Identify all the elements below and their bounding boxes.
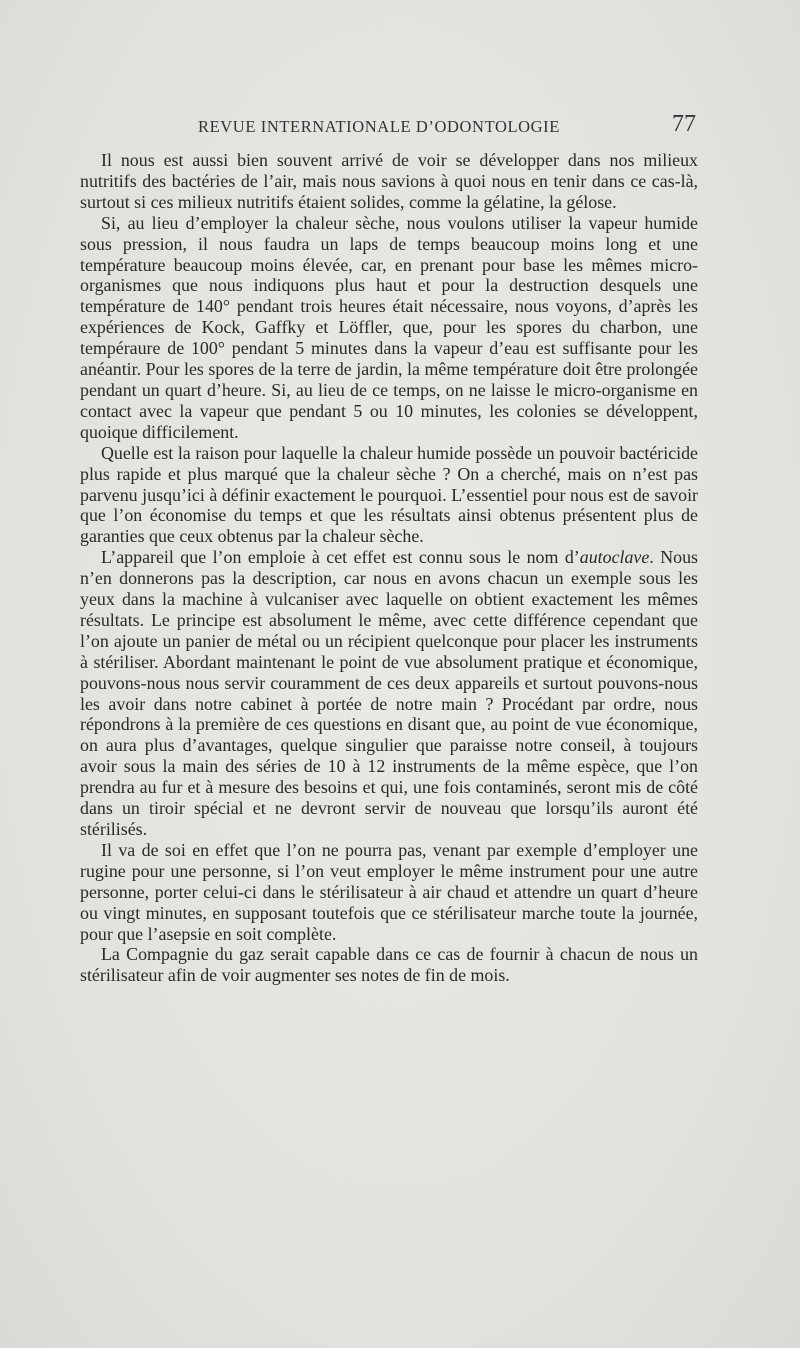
paragraph-4 (80, 547, 698, 840)
paragraph-2: Si, au lieu d’employer la chaleur sèche, nous voulons utiliser la vapeur humide sous pression, il nous faudra un laps de temps beaucoup moins long et une température beaucoup moins élevée, car, en prenant pour base les mêmes micro-organismes que nous indiquons plus haut et pour la destruction desquels une température de 140° pendant trois heures était nécessaire, nous voyons, d’après les expériences de Kock, Gaffky et Löffler, que, pour les spores du charbon, une tempéraure de 100° pendant 5 minutes dans la vapeur d’eau est suffisante pour les anéantir. Pour les spores de la terre de jardin, la même température doit être prolongée pendant un quart d’heure. Si, au lieu de ce temps, on ne laisse le micro-organisme en contact avec la vapeur que pendant 5 ou 10 minutes, les colonies se développent, quoique difficilement. (80, 212, 698, 442)
page-header (80, 113, 698, 143)
paragraph-5: Il va de soi en effet que l’on ne pourra pas, venant par exemple d’employer une rugine pour une personne, si l’on veut employer le même instrument pour une autre personne, porter celui-ci dans le stérilisateur à air chaud et attendre un quart d’heure ou vingt minutes, en supposant toutefois que ce stérilisateur marche toute la journée, pour que l’asepsie en soit complète. (80, 839, 698, 944)
paragraph-3: Quelle est la raison pour laquelle la chaleur humide possède un pouvoir bactéricide plus rapide et plus marqué que la chaleur sèche ? On a cherché, mais on n’est pas parvenu jusqu’ici à définir exactement le pourquoi. L’essentiel pour nous est de savoir que l’on économise du temps et que les résultats ainsi obtenus présentent plus de garanties que ceux obtenus par la chaleur sèche. (80, 442, 698, 547)
running-title: REVUE INTERNATIONALE D’ODONTOLOGIE (198, 117, 560, 136)
paragraph-1: Il nous est aussi bien souvent arrivé de voir se développer dans nos milieux nutritifs des bactéries de l’air, mais nous savions à quoi nous en tenir dans ce cas-là, surtout si ces milieux nutritifs étaient solides, comme la gélatine, la gélose. (80, 150, 698, 212)
body-text (80, 150, 698, 986)
page-number: 77 (672, 111, 696, 137)
paragraph-6: La Compagnie du gaz serait capable dans ce cas de fournir à chacun de nous un stérilisateur afin de voir augmenter ses notes de fin de mois. (80, 944, 698, 986)
paragraph-4-start: L’appareil que l’on emploie à cet effet est connu sous le nom d’ (101, 547, 580, 568)
autoclave-term: autoclave (579, 547, 650, 568)
paragraph-4-rest: . Nous n’en donnerons pas la description, car nous en avons chacun un exemple sous les yeux dans la machine à vulcaniser avec laquelle on obtient exactement les mêmes résultats. Le principe est absolument le même, avec cette différence cependant que l’on ajoute un panier de métal ou un récipient quelconque pour placer les instruments à stériliser. Abordant maintenant le point de vue absolument pratique et économique, pouvons-nous nous servir couramment de ces deux appareils et surtout pouvons-nous les avoir dans notre cabinet à portée de notre main ? Procédant par ordre, nous répondrons à la première de ces questions en disant que, au point de vue économique, on aura plus d’avantages, quelque singulier que paraisse notre conseil, à toujours avoir sous la main des séries de 10 à 12 instruments de la même espèce, que l’on prendra au fur et à mesure des besoins et qui, une fois contaminés, seront mis de côté dans un tiroir spécial et ne devront servir de nouveau que lorsqu’ils auront été stérilisés. (80, 547, 699, 839)
